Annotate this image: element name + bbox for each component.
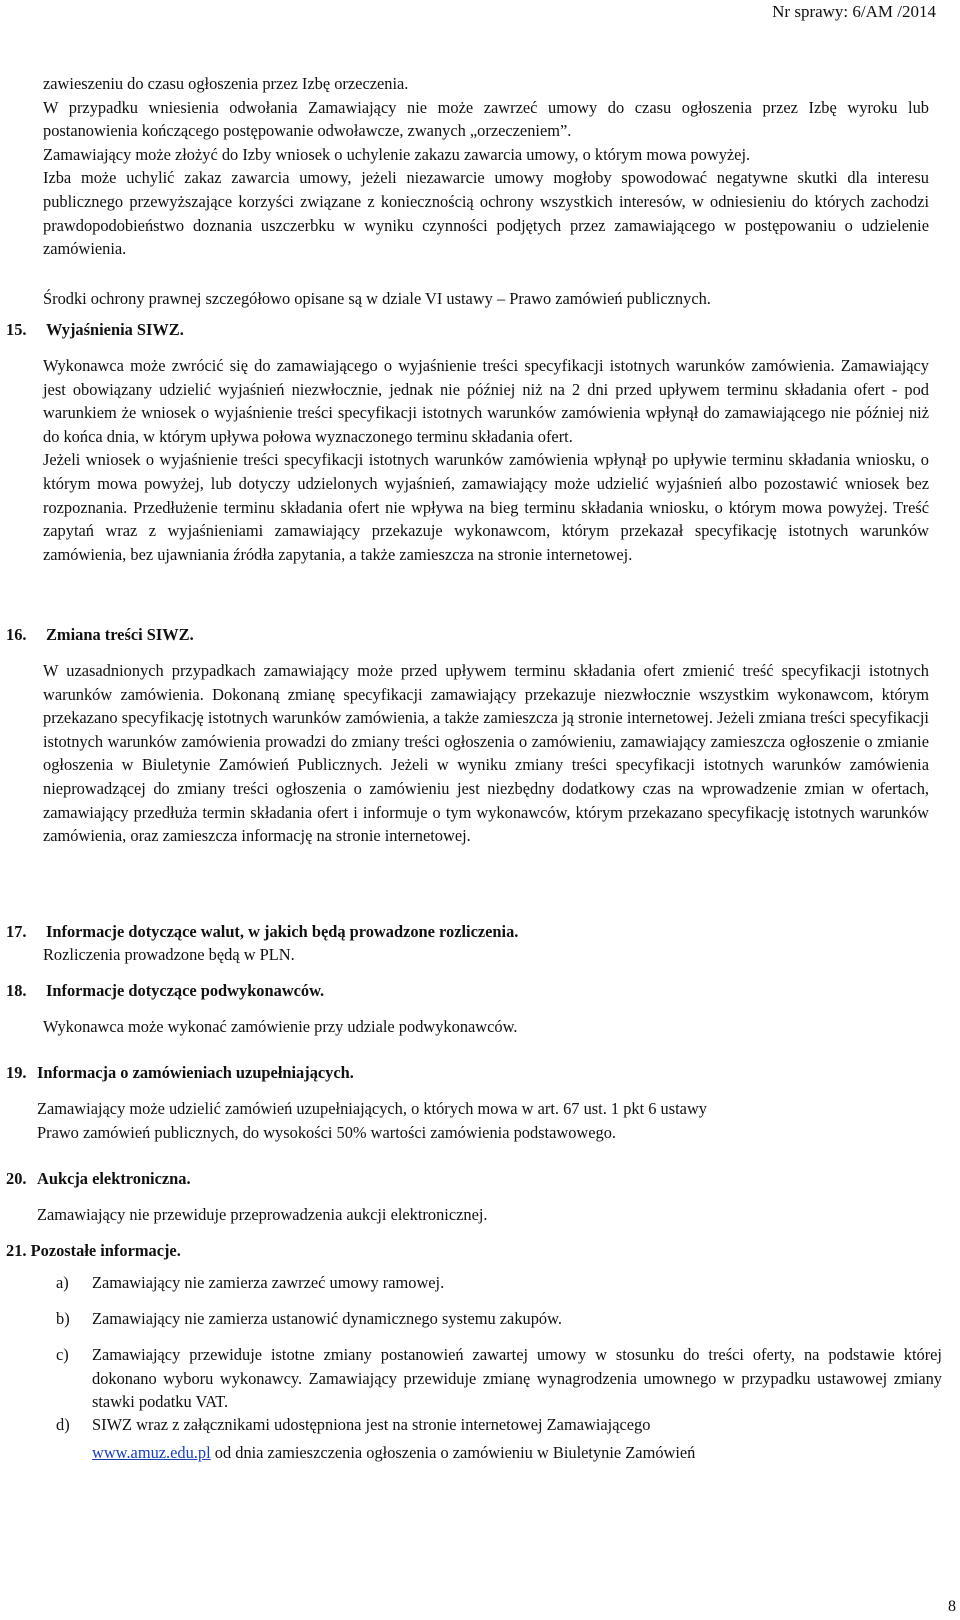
page-number: 8	[948, 1598, 956, 1615]
section-number: 20.	[6, 1169, 27, 1188]
website-link[interactable]: www.amuz.edu.pl	[92, 1442, 211, 1462]
paragraph: Zamawiający nie przewiduje przeprowadzenia aukcji elektronicznej.	[37, 1205, 488, 1224]
paragraph: Izba może uchylić zakaz zawarcia umowy, jeżeli niezawarcie umowy mogłoby spowodować negatywne skutki dla interesu publicznego przewyższające korzyści związane z koniecznością ochrony wszystkich interesów, w odniesieniu do których zachodzi prawdopodobieństwo doznania uszczerbku w wyniku czynności podjętych przez zamawiającego w postępowaniu o udzielenie zamówienia.	[43, 168, 929, 259]
paragraph: Środki ochrony prawnej szczegółowo opisane są w dziale VI ustawy – Prawo zamówień publicznych.	[43, 289, 711, 308]
section-heading-19	[6, 1061, 354, 1085]
paragraph-line: Prawo zamówień publicznych, do wysokości 50% wartości zamówienia podstawowego.	[37, 1123, 616, 1142]
paragraph: W przypadku wniesienia odwołania Zamawiający nie może zawrzeć umowy do czasu ogłoszenia przez Izbę wyroku lub postanowienia kończącego postępowanie odwoławcze, zwanych „orzeczeniem”.	[43, 97, 929, 141]
case-number: Nr sprawy: 6/AM /2014	[772, 2, 936, 21]
list-item	[56, 1307, 942, 1331]
section-number: 21.	[6, 1241, 27, 1260]
section-title: Zmiana treści SIWZ.	[46, 625, 194, 644]
section-title: Aukcja elektroniczna.	[37, 1169, 191, 1188]
paragraph: W uzasadnionych przypadkach zamawiający może przed upływem terminu składania ofert zmienić treść specyfikacji istotnych warunków zamówienia. Dokonaną zmianę specyfikacji zamawiający przekazuje niezwłocznie wszystkim wykonawcom, którym przekazano specyfikację istotnych warunków zamówienia, a także zamieszcza ją stronie internetowej. Jeżeli zmiana treści specyfikacji istotnych warunków zamówienia prowadzi do zmiany treści ogłoszenia o zamówieniu, zamawiający zamieszcza ogłoszenie o zmianie ogłoszenia w Biuletynie Zamówień Publicznych. Jeżeli w wyniku zmiany treści specyfikacji istotnych warunków zamówienia nieprowadzącej do zmiany treści ogłoszenia o zamówieniu jest niezbędny dodatkowy czas na wprowadzenie zmian w ofertach, zamawiający przedłuża termin składania ofert i informuje o tym wykonawców, którym przekazano specyfikację istotnych warunków zamówienia, oraz zamieszcza informację na stronie internetowej.	[43, 661, 929, 846]
list-item-text-continued: od dnia zamieszczenia ogłoszenia o zamówieniu w Biuletynie Zamówień	[210, 1442, 696, 1462]
section-heading-17	[6, 920, 518, 944]
paragraph: Rozliczenia prowadzone będą w PLN.	[43, 945, 295, 964]
section-heading-18	[6, 979, 324, 1003]
section-number: 18.	[6, 981, 27, 1000]
section-heading-15	[6, 318, 184, 342]
list-item-label: a)	[56, 1273, 69, 1292]
section-number: 16.	[6, 625, 27, 644]
section-title: Informacja o zamówieniach uzupełniających.	[37, 1063, 354, 1082]
paragraph: Wykonawca może wykonać zamówienie przy udziale podwykonawców.	[43, 1017, 518, 1036]
section-number: 19.	[6, 1063, 27, 1082]
section-title: Wyjaśnienia SIWZ.	[46, 320, 184, 339]
section-heading-21	[6, 1239, 181, 1263]
section-16-body	[43, 659, 929, 848]
paragraph: Wykonawca może zwrócić się do zamawiającego o wyjaśnienie treści specyfikacji istotnych warunków zamówienia. Zamawiający jest obowiązany udzielić wyjaśnień niezwłocznie, jednak nie później niż na 2 dni przed upływem terminu składania ofert - pod warunkiem że wniosek o wyjaśnienie treści specyfikacji istotnych warunków zamówienia wpłynął do zamawiającego nie później niż do końca dnia, w którym upływa połowa wyznaczonego terminu składania ofert.	[43, 356, 929, 446]
section-number: 15.	[6, 320, 27, 339]
section-title: Informacje dotyczące walut, w jakich będą prowadzone rozliczenia.	[46, 922, 519, 941]
section-title: Pozostałe informacje.	[30, 1241, 181, 1260]
list-item-label: d)	[56, 1415, 70, 1434]
paragraph: Zamawiający może złożyć do Izby wniosek o uchylenie zakazu zawarcia umowy, o którym mowa powyżej.	[43, 144, 751, 164]
list-item-label: c)	[56, 1345, 69, 1364]
section-number: 17.	[6, 922, 27, 941]
section-15-body	[43, 354, 929, 566]
list-item-text: SIWZ wraz z załącznikami udostępniona jest na stronie internetowej Zamawiającego	[92, 1415, 651, 1434]
paragraph-line: Zamawiający może udzielić zamówień uzupełniających, o których mowa w art. 67 ust. 1 pkt 6 ustawy	[37, 1099, 707, 1118]
section-heading-20	[6, 1167, 191, 1191]
section-title: Informacje dotyczące podwykonawców.	[46, 981, 325, 1000]
list-item	[56, 1271, 942, 1295]
paragraph: Jeżeli wniosek o wyjaśnienie treści specyfikacji istotnych warunków zamówienia wpłynął po upływie terminu składania wniosku, o którym mowa powyżej, lub dotyczy udzielonych wyjaśnień, zamawiający może udzielić wyjaśnień albo pozostawić wniosek bez rozpoznania. Przedłużenie terminu składania ofert nie wpływa na bieg terminu składania wniosku, o którym mowa powyżej. Treść zapytań wraz z wyjaśnieniami zamawiający przekazuje wykonawcom, którym przekazał specyfikację istotnych warunków zamówienia, bez ujawniania źródła zapytania, a także zamieszcza na stronie internetowej.	[43, 450, 929, 564]
list-item-text: Zamawiający przewiduje istotne zmiany postanowień zawartej umowy w stosunku do treści oferty, na podstawie której dokonano wyboru wykonawcy. Zamawiający przewiduje zmianę wynagrodzenia umownego w przypadku ustawowej zmiany stawki podatku VAT.	[92, 1345, 942, 1412]
list-item-text: Zamawiający nie zamierza ustanowić dynamicznego systemu zakupów.	[92, 1309, 562, 1328]
list-item-text: Zamawiający nie zamierza zawrzeć umowy ramowej.	[92, 1273, 445, 1292]
paragraph: zawieszeniu do czasu ogłoszenia przez Izbę orzeczenia.	[43, 74, 409, 93]
intro-block	[43, 72, 929, 261]
list-item	[56, 1413, 942, 1464]
section-heading-16	[6, 623, 194, 647]
list-item	[56, 1343, 942, 1414]
list-item-label: b)	[56, 1309, 70, 1328]
